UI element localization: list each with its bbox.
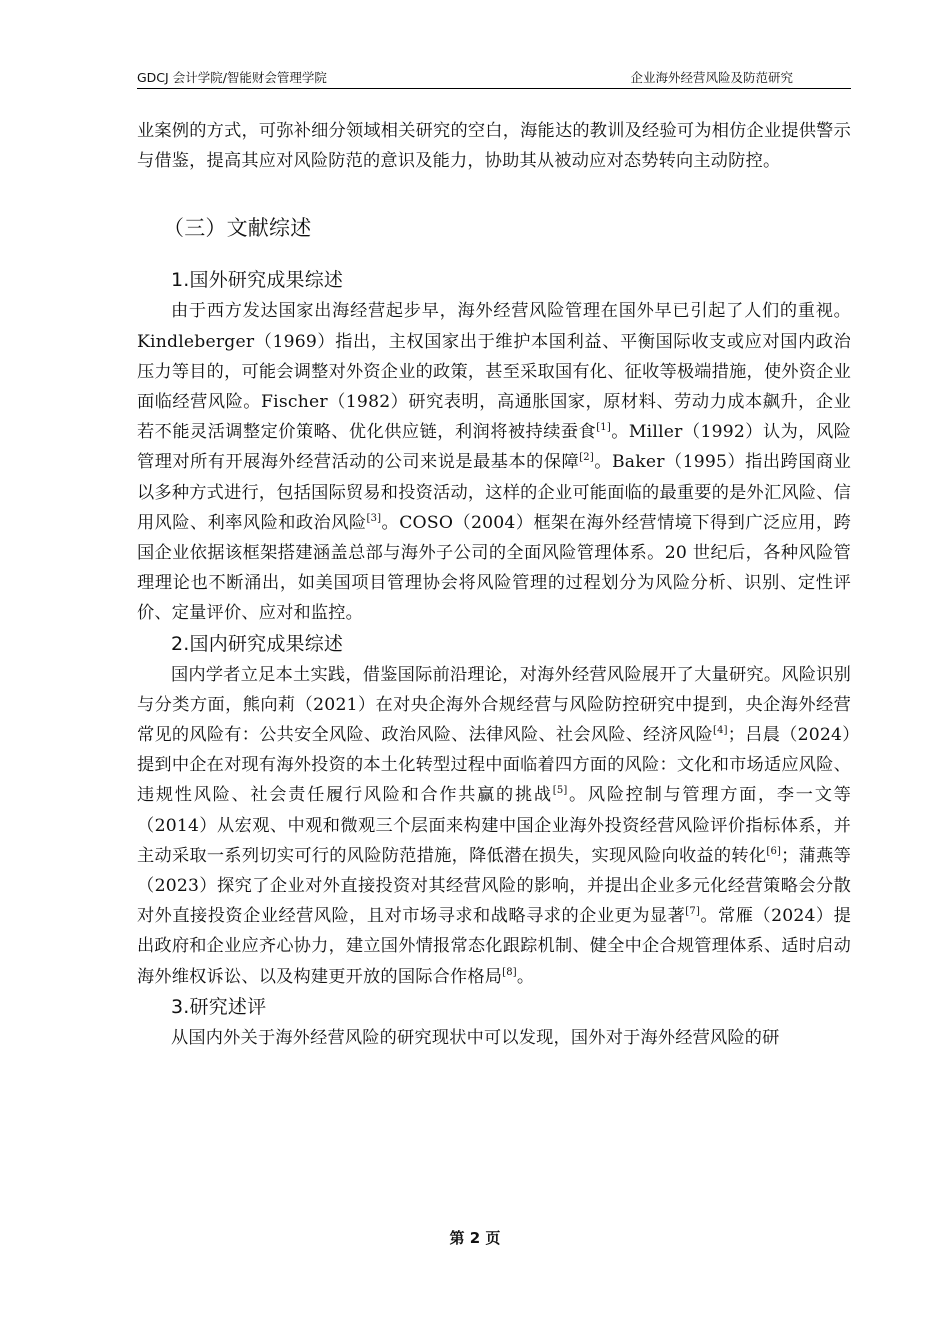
- subsection-title-domestic: 2.国内研究成果综述: [171, 632, 344, 655]
- page-header: [137, 66, 851, 89]
- header-institution: GDCJ 会计学院/智能财会管理学院: [137, 70, 327, 85]
- citation-8: [8]: [502, 966, 517, 978]
- page-content: [137, 116, 851, 1053]
- intro-paragraph: 业案例的方式，可弥补细分领域相关研究的空白，海能达的教训及经验可为相仿企业提供警示与借鉴，提高其应对风险防范的意识及能力，协助其从被动应对态势转向主动防控。: [137, 121, 851, 172]
- citation-4: [4]: [713, 725, 728, 737]
- text-run: 。COSO（2004）框架在海外经营情境下得到广泛应用，跨国企业依据该框架搭建涵盖总部与海外子公司的全面风险管理体系。20 世纪后，各种风险管理理论也不断涌出，如美国项目管理协会将风险管理的过程划分为风险分析、识别、定性评价、定量评价、应对和监控。: [137, 512, 851, 624]
- text-run: ；吕晨（2024）提到中企在对现有海外投资的本土化转型过程中面临着四方面的风险：文化和市场适应风险、违规性风险、社会责任履行风险和合作共赢的挑战: [137, 725, 851, 806]
- text-run: 国内学者立足本土实践，借鉴国际前沿理论，对海外经营风险展开了大量研究。风险识别与分类方面，熊向莉（2021）在对央企海外合规经营与风险防控研究中提到，央企海外经营常见的风险有：公共安全风险、政治风险、法律风险、社会风险、经济风险: [137, 664, 851, 746]
- citation-3: [3]: [366, 512, 382, 524]
- citation-1: [1]: [596, 422, 611, 434]
- paragraph-domestic-research: [137, 660, 851, 992]
- subsection-title-review: 3.研究述评: [171, 995, 267, 1018]
- paragraph-review: 从国内外关于海外经营风险的研究现状中可以发现，国外对于海外经营风险的研: [171, 1027, 780, 1048]
- text-run: 。常雁（2024）提出政府和企业应齐心协力，建立国外情报常态化跟踪机制、健全中企合规管理体系、适时启动海外维权诉讼、以及构建更开放的国际合作格局: [137, 906, 852, 987]
- text-run: 。风险控制与管理方面，李一文等（2014）从宏观、中观和微观三个层面来构建中国企业海外投资经营风险评价指标体系，并主动采取一系列切实可行的风险防范措施，降低潜在损失，实现风险向收益的转化: [137, 785, 851, 866]
- text-run: 。Baker（1995）指出跨国商业以多种方式进行，包括国际贸易和投资活动，这样的企业可能面临的最重要的是外汇风险、信用风险、利率风险和政治风险: [137, 452, 851, 533]
- paragraph-foreign-research: [137, 296, 851, 628]
- text-run: 。Miller（1992）认为，风险管理对所有开展海外经营活动的公司来说是最基本的保障: [137, 422, 852, 473]
- header-title: 企业海外经营风险及防范研究: [630, 70, 793, 85]
- citation-7: [7]: [685, 906, 701, 918]
- section-title: （三）文献综述: [163, 216, 312, 241]
- text-run: 。: [516, 966, 535, 987]
- text-run: 由于西方发达国家出海经营起步早，海外经营风险管理在国外早已引起了人们的重视。Kindleberger（1969）指出，主权国家出于维护本国利益、平衡国际收支或应对国内政治压力等目的，可能会调整对外资企业的政策，甚至采取国有化、征收等极端措施，使外资企业面临经营风险。Fischer（1982）研究表明，高通胀国家，原材料、劳动力成本飙升，企业若不能灵活调整定价策略、优化供应链，利润将被持续蚕食: [137, 301, 851, 443]
- text-run: ；蒲燕等（2023）探究了企业对外直接投资对其经营风险的影响，并提出企业多元化经营策略会分散对外直接投资企业经营风险，且对市场寻求和战略寻求的企业更为显著: [137, 845, 851, 927]
- citation-2: [2]: [579, 452, 594, 464]
- citation-6: [6]: [766, 845, 782, 857]
- subsection-title-foreign: 1.国外研究成果综述: [171, 269, 344, 292]
- citation-5: [5]: [552, 785, 568, 797]
- page-number: 第 2 页: [449, 1229, 501, 1247]
